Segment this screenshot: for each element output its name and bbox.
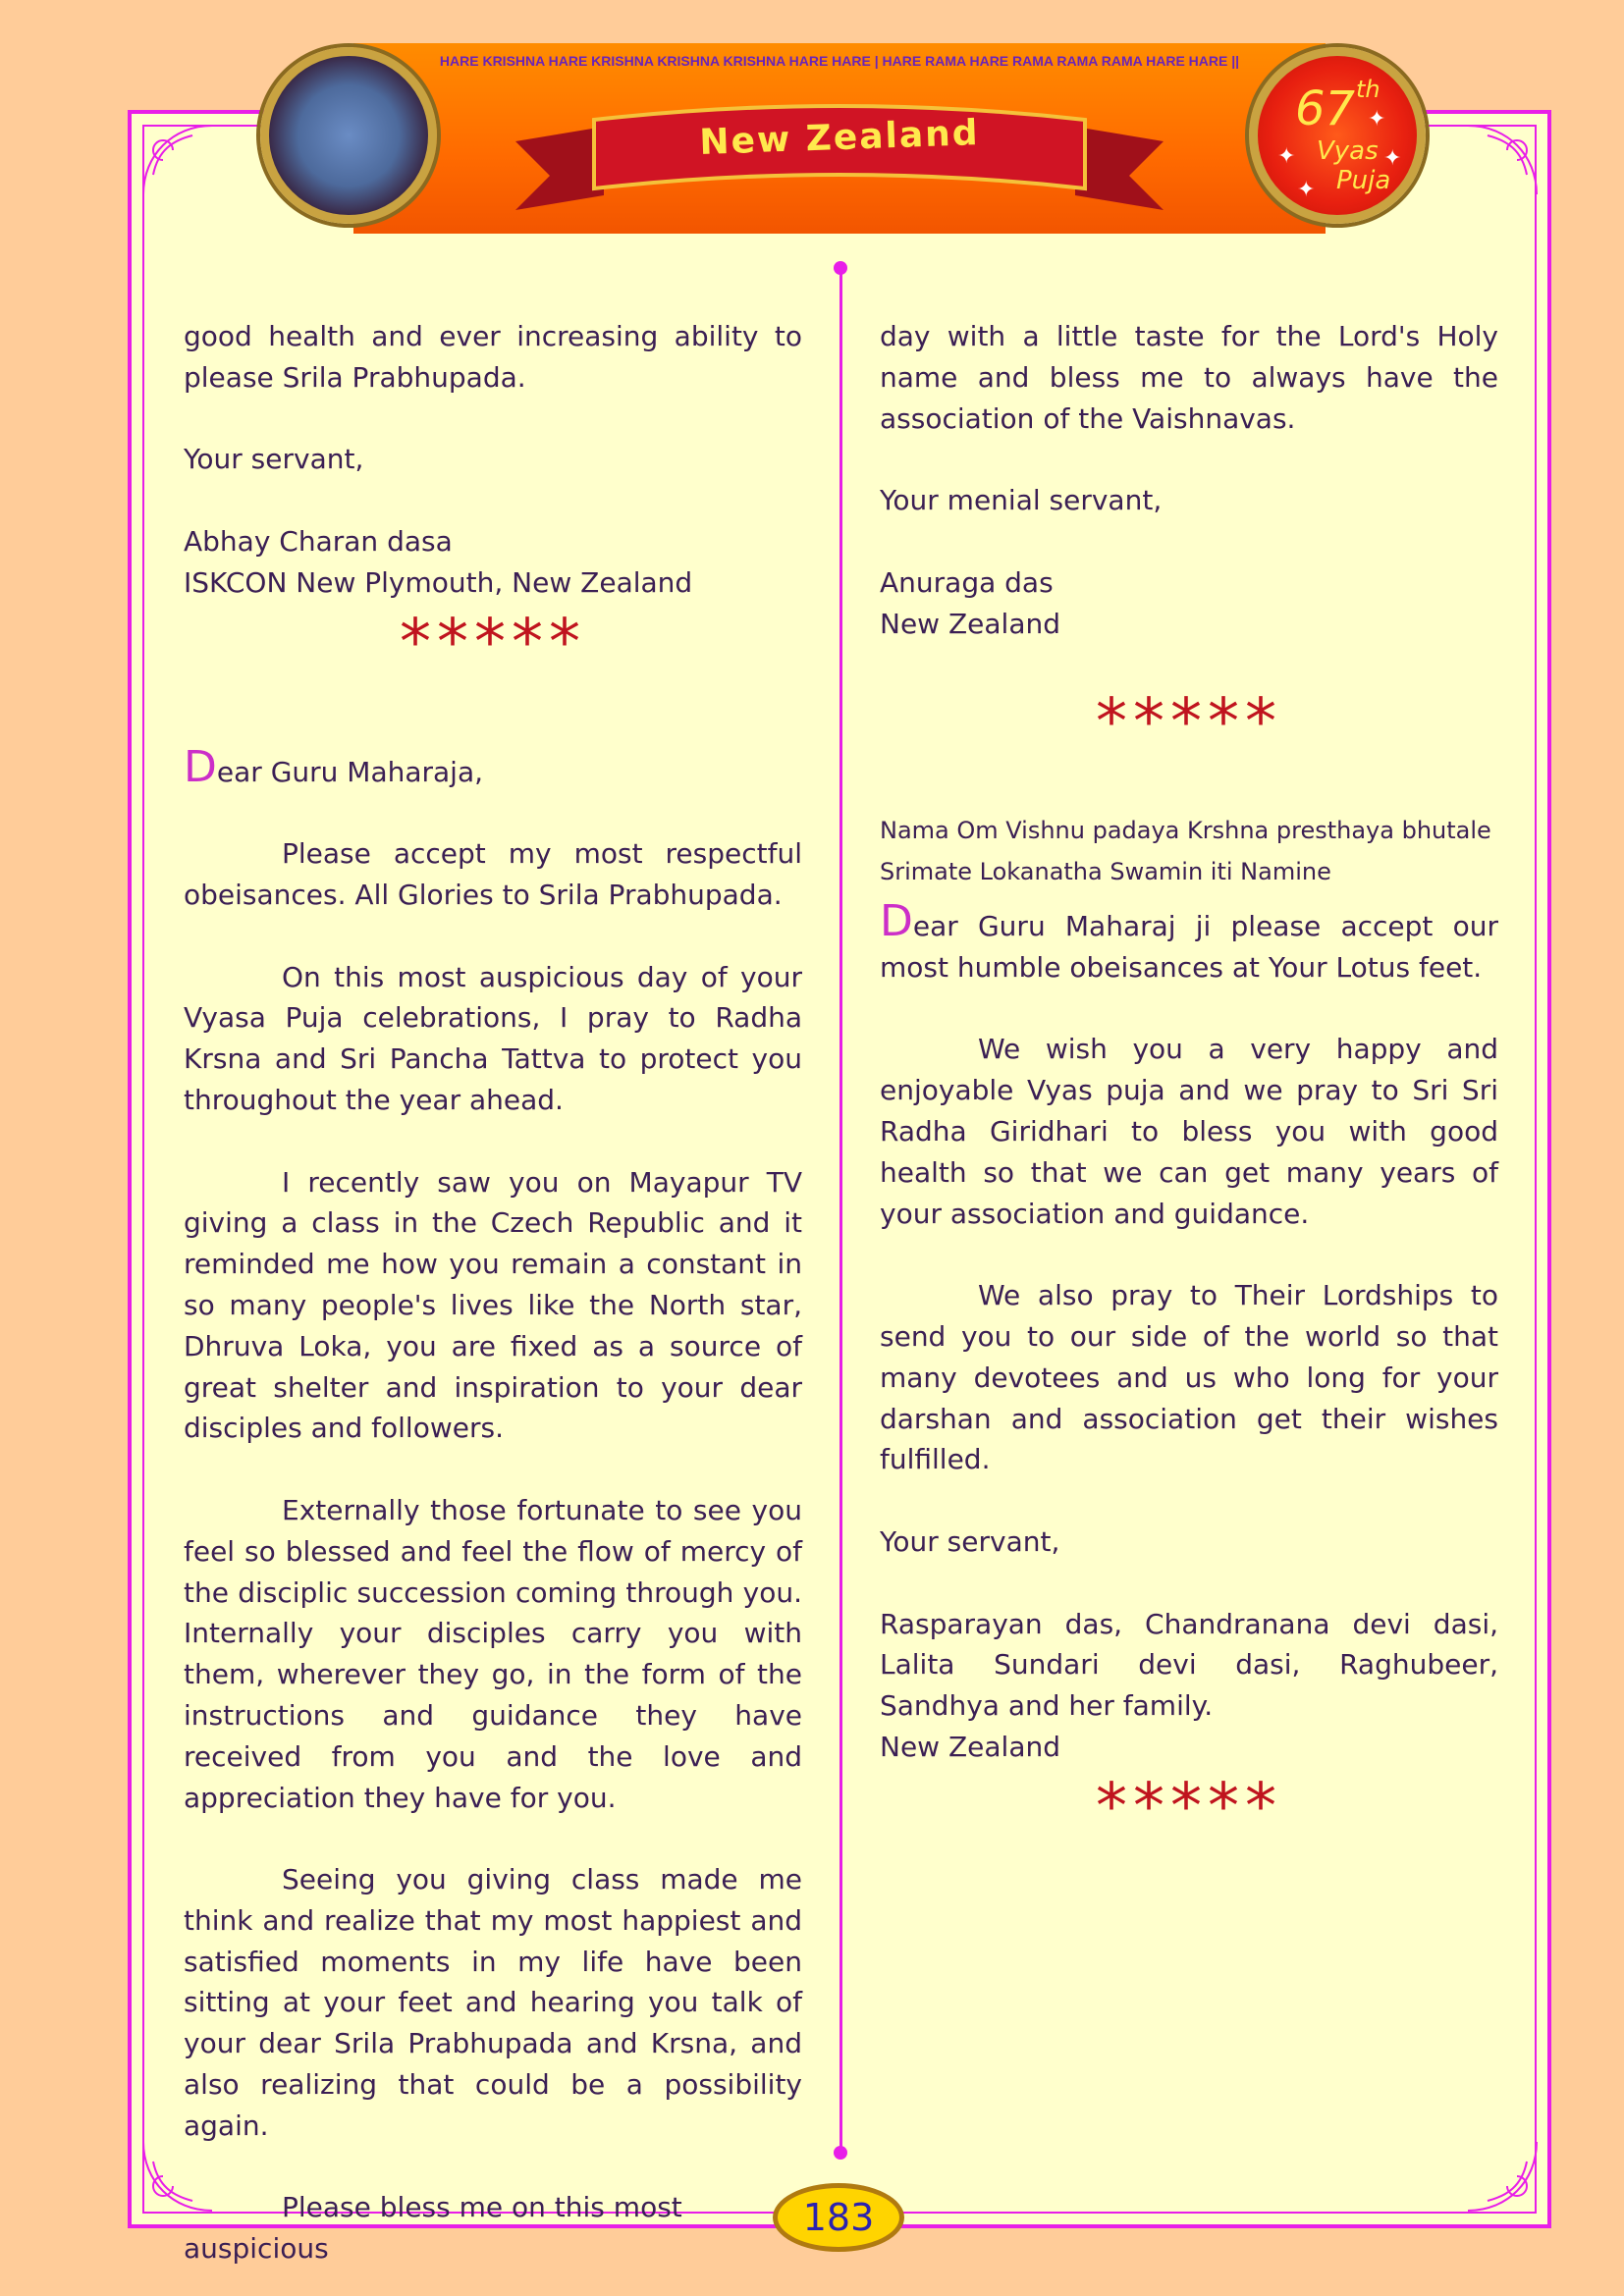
banner-mantra: HARE KRISHNA HARE KRISHNA KRISHNA KRISHNA HARE HARE | HARE RAMA HARE RAMA RAMA RAMA HARE HARE ||	[439, 53, 1240, 69]
signature-place: ISKCON New Plymouth, New Zealand	[184, 565, 693, 599]
corner-ornament-icon	[1458, 116, 1546, 204]
paragraph: I recently saw you on Mayapur TV giving a class in the Czech Republic and it reminded me how you remain a constant in so many people's lives like the North star, Dhruva Loka, you are fixed as a source of great shelter and inspiration to your dear disciples and followers.	[184, 1165, 802, 1445]
paragraph: Seeing you giving class made me think and realize that my most happiest and satisfied moments in my life have been sitting at your feet and hearing you talk of your dear Srila Prabhupada and Krsna, and also realizing that could be a possibility again.	[184, 1863, 802, 2142]
deity-medallion	[260, 47, 437, 224]
badge-line2: Puja	[1336, 166, 1391, 195]
paragraph: On this most auspicious day of your Vyasa Puja celebrations, I pray to Radha Krsna and Sri Pancha Tattva to protect you throughout the year ahead.	[184, 960, 802, 1116]
drop-cap: D	[880, 895, 913, 946]
signature-name: Anuraga das	[880, 565, 1054, 599]
divider-dot	[834, 2146, 847, 2160]
signature-place: New Zealand	[880, 1730, 1060, 1763]
badge-number: 67	[1295, 81, 1356, 136]
header-banner	[353, 43, 1326, 234]
right-column	[880, 316, 1498, 1843]
banner-title: New Zealand	[698, 113, 981, 163]
corner-ornament-icon	[1458, 2132, 1546, 2220]
corner-ornament-icon	[134, 116, 222, 204]
signature-names: Rasparayan das, Chandranana devi dasi, Lalita Sundari devi dasi, Raghubeer, Sandhya and her family.	[880, 1607, 1498, 1723]
vyas-puja-badge	[1249, 47, 1426, 224]
separator-stars: *****	[400, 606, 586, 679]
mantra-line: Nama Om Vishnu padaya Krshna presthaya bhutale	[880, 817, 1491, 845]
sparkle-icon: ✦	[1383, 146, 1402, 171]
mantra-line: Srimate Lokanatha Swamin iti Namine	[880, 858, 1331, 886]
drop-cap: D	[184, 741, 217, 792]
separator-stars: *****	[1096, 1770, 1282, 1843]
paragraph: day with a little taste for the Lord's Holy name and bless me to always have the association of the Vaishnavas.	[880, 320, 1498, 435]
separator-stars: *****	[1096, 686, 1282, 760]
closing: Your menial servant,	[880, 484, 1163, 517]
badge-line1: Vyas	[1317, 136, 1379, 166]
sparkle-icon: ✦	[1368, 107, 1386, 132]
paragraph: Please accept my most respectful obeisances. All Glories to Srila Prabhupada.	[184, 837, 802, 911]
paragraph: We also pray to Their Lordships to send you to our side of the world so that many devotees and us who long for your darshan and association get their wishes fulfilled.	[880, 1279, 1498, 1476]
salutation: Dear Guru Maharaja,	[184, 741, 484, 792]
sparkle-icon: ✦	[1277, 144, 1296, 169]
closing: Your servant,	[184, 443, 364, 476]
left-column	[184, 316, 802, 2269]
paragraph: We wish you a very happy and enjoyable Vyas puja and we pray to Sri Sri Radha Giridhari to bless you with good health so that we can get many years of your association and guidance.	[880, 1033, 1498, 1230]
badge-suffix: th	[1356, 76, 1380, 103]
paragraph: Externally those fortunate to see you feel so blessed and feel the flow of mercy of the disciplic succession coming through you. Internally your disciples carry you with them, wherever they go, in the form of the instructions and guidance they have received from you and the love and appreciation they have for you.	[184, 1493, 802, 1814]
paragraph: Please bless me on this most auspicious	[184, 2191, 682, 2266]
signature-place: New Zealand	[880, 607, 1060, 640]
column-divider	[839, 267, 842, 2154]
paragraph: good health and ever increasing ability to please Srila Prabhupada.	[184, 320, 802, 394]
salutation: Dear Guru Maharaj ji please accept our most humble obeisances at Your Lotus feet.	[880, 895, 1498, 984]
divider-dot	[834, 261, 847, 275]
page-number: 183	[773, 2183, 904, 2252]
signature-name: Abhay Charan dasa	[184, 524, 453, 558]
closing: Your servant,	[880, 1524, 1060, 1558]
sparkle-icon: ✦	[1297, 178, 1316, 202]
